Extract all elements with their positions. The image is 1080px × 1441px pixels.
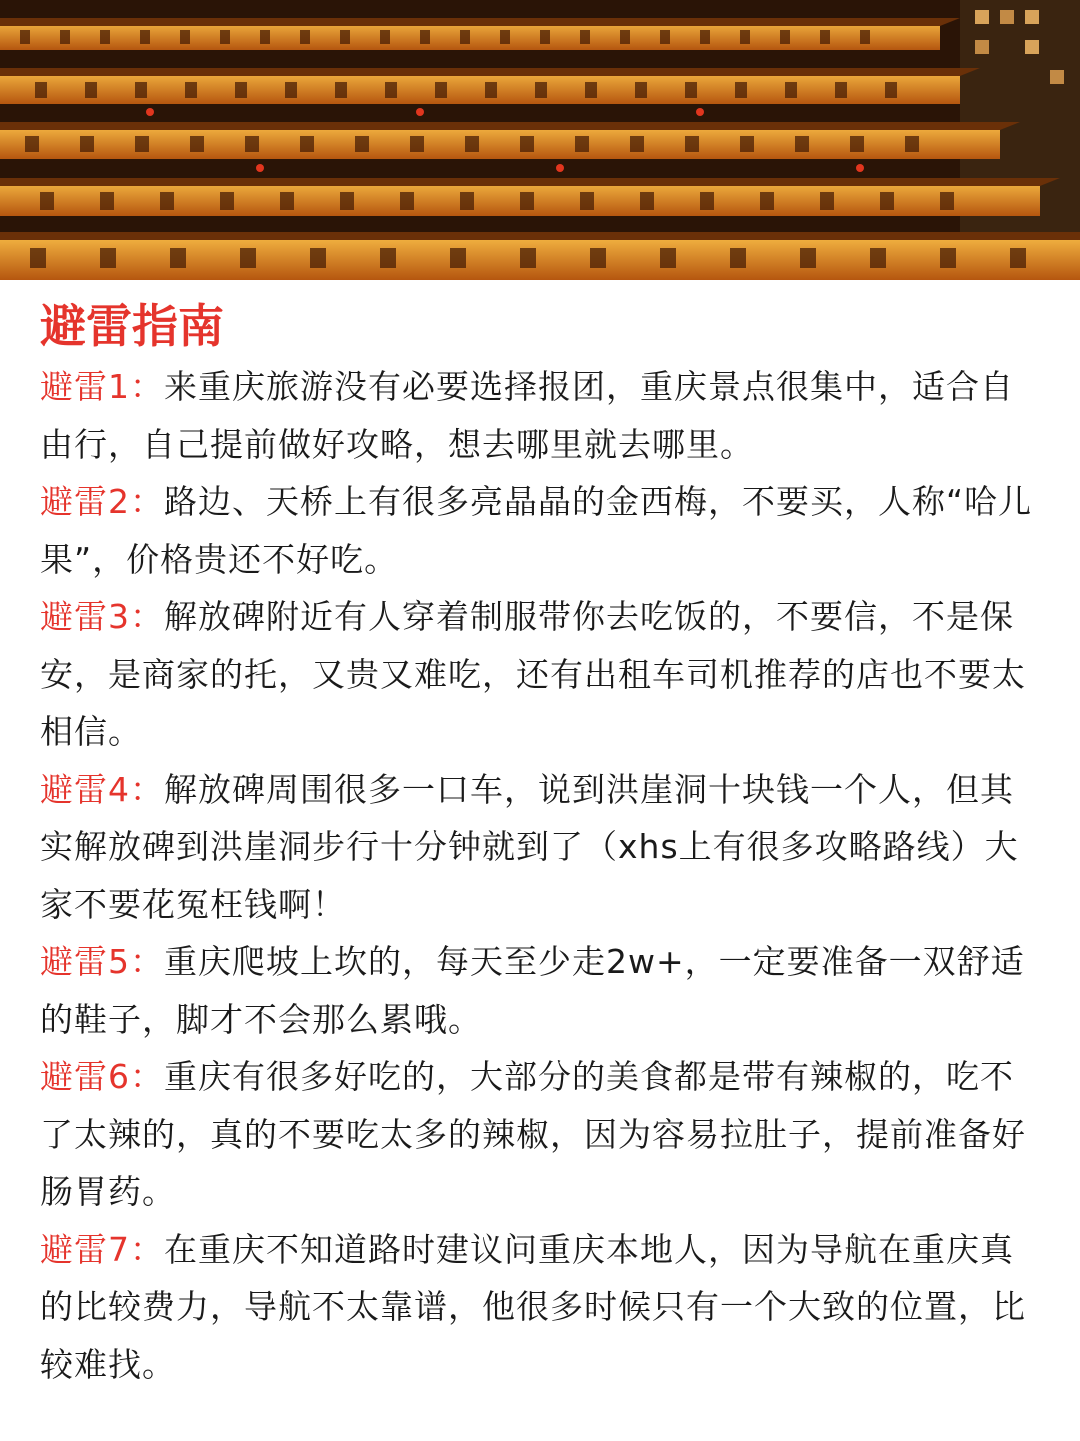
tip-text: 路边、天桥上有很多亮晶晶的金西梅，不要买，人称“哈儿果”，价格贵还不好吃。: [40, 482, 1033, 579]
tip-text: 重庆有很多好吃的，大部分的美食都是带有辣椒的，吃不了太辣的，真的不要吃太多的辣椒，因为容易拉肚子，提前准备好肠胃药。: [40, 1057, 1026, 1211]
tip-label: 避雷4：: [40, 769, 164, 809]
tip-label: 避雷2：: [40, 482, 164, 521]
page-title: 避雷指南: [40, 299, 224, 353]
tip-item: [40, 933, 1040, 1048]
tip-item: [40, 588, 1040, 761]
tip-item: [40, 1048, 1040, 1221]
hero-photo: [0, 0, 1080, 280]
hongyadong-illustration: [0, 0, 1080, 280]
tip-label: 避雷3：: [40, 597, 164, 636]
tip-label: 避雷7：: [40, 1229, 164, 1269]
tip-item: [40, 358, 1040, 473]
article-body: [0, 280, 1080, 1393]
tip-text: 重庆爬坡上坎的，每天至少走2w+，一定要准备一双舒适的鞋子，脚才不会那么累哦。: [40, 942, 1025, 1039]
tip-text: 来重庆旅游没有必要选择报团，重庆景点很集中，适合自由行，自己提前做好攻略，想去哪里就去哪里。: [40, 367, 1014, 464]
tip-text: 解放碑周围很多一口车，说到洪崖洞十块钱一个人，但其实解放碑到洪崖洞步行十分钟就到了（xhs上有很多攻略路线）大家不要花冤枉钱啊！: [40, 769, 1019, 924]
tip-item: [40, 473, 1040, 588]
tip-text: 解放碑附近有人穿着制服带你去吃饭的，不要信，不是保安，是商家的托，又贵又难吃，还有出租车司机推荐的店也不要太相信。: [40, 597, 1026, 751]
tip-label: 避雷1：: [40, 367, 164, 406]
tip-item: [40, 761, 1040, 934]
tip-label: 避雷6：: [40, 1057, 164, 1096]
tip-label: 避雷5：: [40, 942, 164, 981]
tip-item: [40, 1221, 1040, 1394]
tip-text: 在重庆不知道路时建议问重庆本地人，因为导航在重庆真的比较费力，导航不太靠谱，他很多时候只有一个大致的位置，比较难找。: [40, 1229, 1026, 1384]
